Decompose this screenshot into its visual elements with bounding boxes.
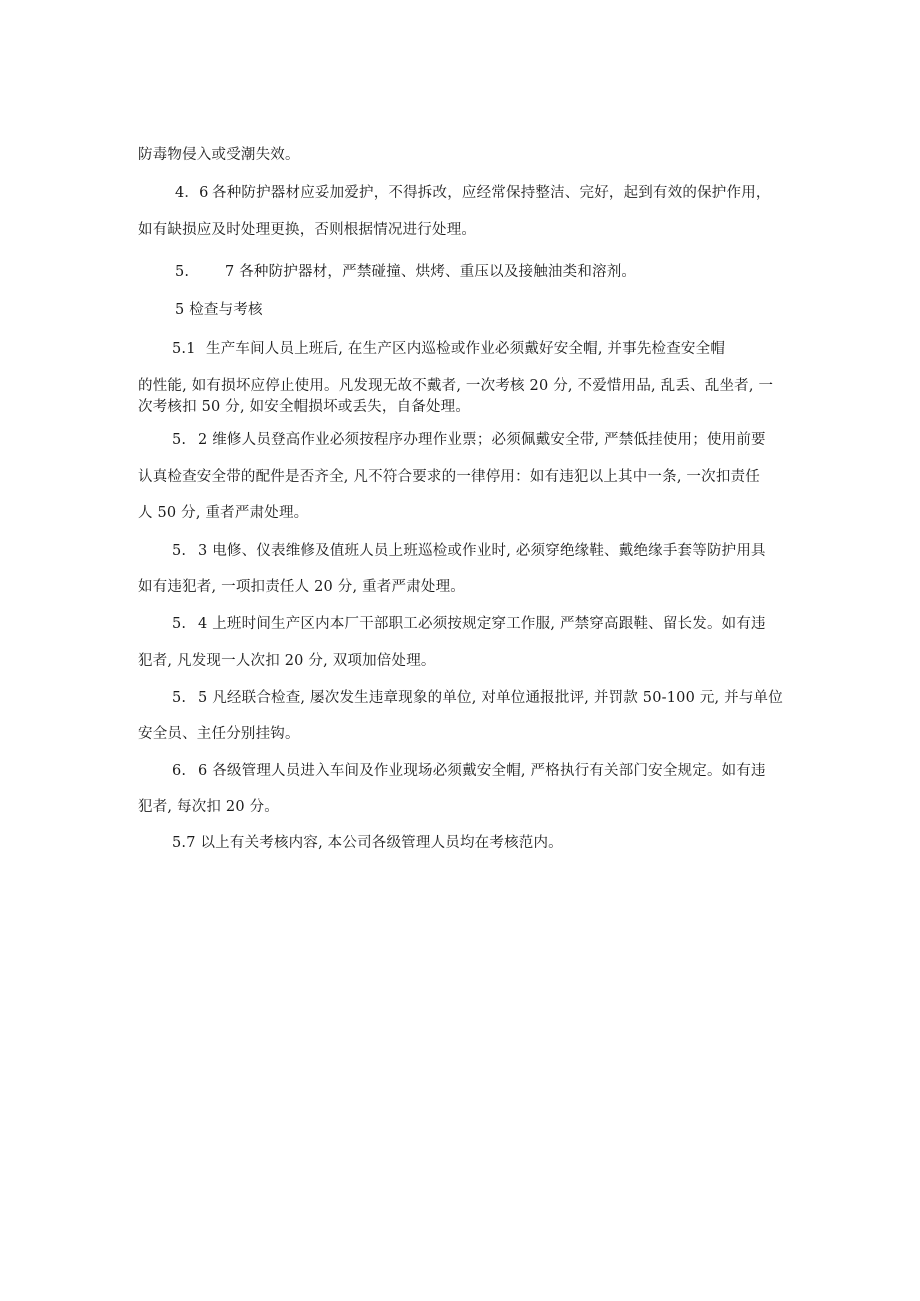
clause-5-5-line-1: 5 凡经联合检查, 屡次发生违章现象的单位, 对单位通报批评, 并罚款 50-100 元, 并与单位 bbox=[198, 690, 783, 706]
clause-5-2-number: 5. bbox=[172, 432, 187, 448]
clause-5-5-number: 5. bbox=[172, 690, 187, 706]
section-5-heading: 5 检查与考核 bbox=[175, 302, 263, 318]
clause-5-1-number: 5.1 bbox=[172, 341, 196, 357]
clause-5-2-line-3: 人 50 分, 重者严肃处理。 bbox=[138, 505, 309, 521]
clause-5-6-number: 6. bbox=[172, 763, 187, 779]
clause-4-7-number: 5. bbox=[175, 264, 190, 280]
clause-4-6-line-2: 如有缺损应及时处理更换，否则根据情况进行处理。 bbox=[138, 222, 477, 238]
clause-5-3-line-2: 如有违犯者, 一项扣责任人 20 分, 重者严肃处理。 bbox=[138, 579, 466, 595]
clause-5-4-number: 5. bbox=[172, 616, 187, 632]
clause-5-1-line-2: 的性能, 如有损坏应停止使用。凡发现无故不戴者, 一次考核 20 分, 不爱惜用品, 乱丢、乱坐者, 一 bbox=[138, 378, 774, 394]
clause-4-7-text: 7 各种防护器材，严禁碰撞、烘烤、重压以及接触油类和溶剂。 bbox=[225, 264, 637, 280]
clause-5-3-line-1: 3 电修、仪表维修及值班人员上班巡检或作业时, 必须穿绝缘鞋、戴绝缘手套等防护用具 bbox=[198, 543, 766, 559]
clause-5-1-line-3: 次考核扣 50 分, 如安全帽损坏或丢失，自备处理。 bbox=[138, 399, 471, 415]
clause-4-6-number: 4．6 bbox=[175, 185, 209, 201]
clause-5-7-text: 5.7 以上有关考核内容, 本公司各级管理人员均在考核范内。 bbox=[172, 835, 563, 851]
clause-5-1-line-1: 生产车间人员上班后, 在生产区内巡检或作业必须戴好安全帽, 并事先检查安全帽 bbox=[206, 341, 726, 357]
clause-5-2-line-1: 2 维修人员登高作业必须按程序办理作业票；必须佩戴安全带, 严禁低挂使用；使用前要 bbox=[198, 432, 766, 448]
clause-5-4-line-1: 4 上班时间生产区内本厂干部职工必须按规定穿工作服, 严禁穿高跟鞋、留长发。如有违 bbox=[198, 616, 766, 632]
clause-5-3-number: 5. bbox=[172, 543, 187, 559]
paragraph-line-continuation: 防毒物侵入或受潮失效。 bbox=[138, 147, 300, 163]
clause-5-6-line-1: 6 各级管理人员进入车间及作业现场必须戴安全帽, 严格执行有关部门安全规定。如有违 bbox=[198, 763, 766, 779]
clause-5-5-line-2: 安全员、主任分别挂钩。 bbox=[138, 726, 300, 742]
clause-5-2-line-2: 认真检查安全带的配件是否齐全, 凡不符合要求的一律停用：如有违犯以上其中一条, 一次扣责任 bbox=[138, 469, 760, 485]
clause-5-4-line-2: 犯者, 凡发现一人次扣 20 分, 双项加倍处理。 bbox=[138, 653, 436, 669]
clause-4-6-line-1: 各种防护器材应妥加爱护，不得拆改，应经常保持整洁、完好，起到有效的保护作用， bbox=[212, 185, 771, 201]
clause-5-6-line-2: 犯者, 每次扣 20 分。 bbox=[138, 799, 279, 815]
